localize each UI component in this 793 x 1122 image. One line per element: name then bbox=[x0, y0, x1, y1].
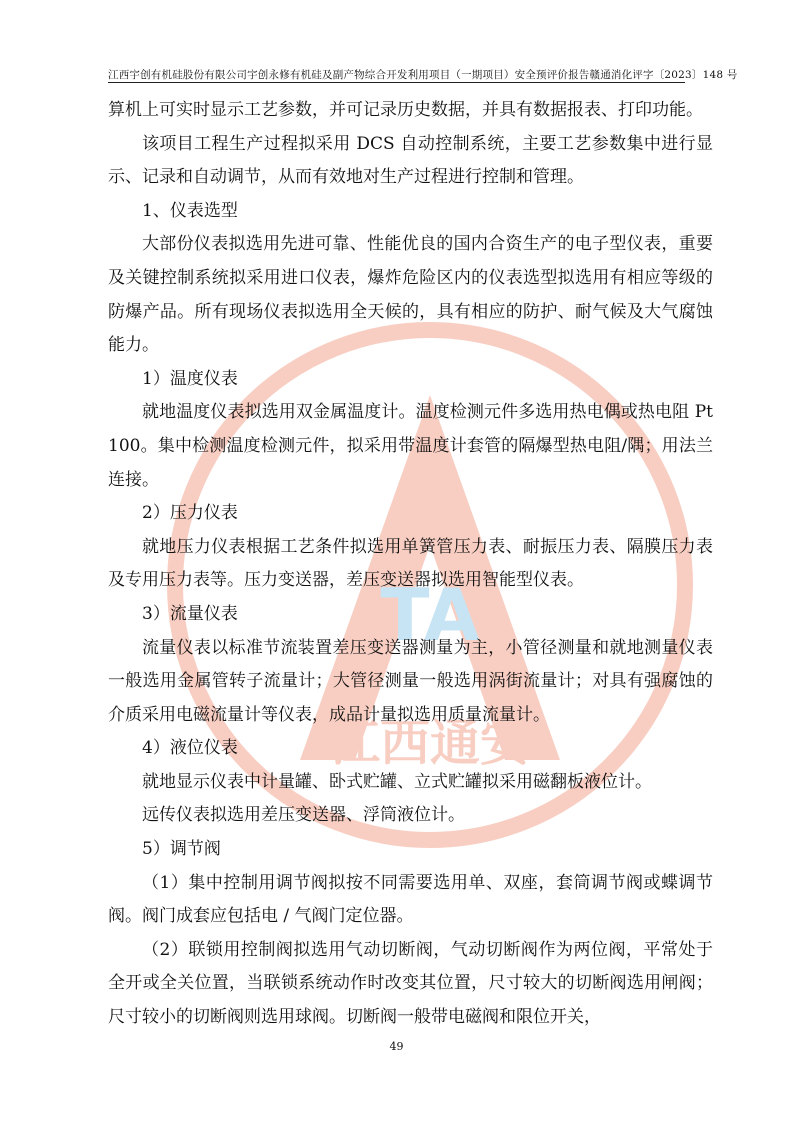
body-paragraph: 1）温度仪表 bbox=[142, 368, 238, 389]
document-body bbox=[108, 94, 713, 1035]
body-paragraph: 流量仪表以标准节流装置差压变送器测量为主，小管径测量和就地测量仪表一般选用金属管转子流量计；大管径测量一般选用涡街流量计；对具有强腐蚀的介质采用电磁流量计等仪表，成品计量拟选用质量流量计。 bbox=[108, 637, 713, 725]
page-header bbox=[108, 66, 738, 83]
body-paragraph: （2）联锁用控制阀拟选用气动切断阀，气动切断阀作为两位阀，平常处于全开或全关位置，当联锁系统动作时改变其位置，尺寸较大的切断阀选用闸阀；尺寸较小的切断阀则选用球阀。切断阀一般带电磁阀和限位开关， bbox=[108, 939, 713, 1028]
seal-logo-letters: TA bbox=[380, 573, 480, 657]
body-paragraph: 5）调节阀 bbox=[142, 839, 221, 860]
header-report-number: 赣通消化评字〔2023〕148 号 bbox=[589, 69, 738, 81]
body-paragraph: 算机上可实时显示工艺参数，并可记录历史数据，并具有数据报表、打印功能。 bbox=[108, 100, 703, 120]
body-paragraph: 4）液位仪表 bbox=[142, 738, 238, 759]
body-paragraph: （1）集中控制用调节阀拟按不同需要选用单、双座，套筒调节阀或蝶调节阀。阀门成套应包括电 / 气阀门定位器。 bbox=[108, 872, 713, 927]
body-paragraph: 大部份仪表拟选用先进可靠、性能优良的国内合资生产的电子型仪表，重要及关键控制系统拟采用进口仪表，爆炸危险区内的仪表选型拟选用有相应等级的防爆产品。所有现场仪表拟选用全天候的，具有相应的防护、耐气候及大气腐蚀能力。 bbox=[108, 234, 713, 356]
page-number: 49 bbox=[389, 1040, 404, 1053]
body-paragraph: 远传仪表拟选用差压变送器、浮筒液位计。 bbox=[142, 805, 465, 826]
body-paragraph: 就地温度仪表拟选用双金属温度计。温度检测元件多选用热电偶或热电阻 Pt100。集中检测温度检测元件，拟采用带温度计套管的隔爆型热电阻/隅；用法兰连接。 bbox=[108, 402, 713, 490]
seal-name-text: 江西通安 bbox=[330, 714, 530, 772]
body-paragraph: 该项目工程生产过程拟采用 DCS 自动控制系统，主要工艺参数集中进行显示、记录和自动调节，从而有效地对生产过程进行控制和管理。 bbox=[108, 133, 713, 188]
body-paragraph: 就地压力仪表根据工艺条件拟选用单簧管压力表、耐振压力表、隔膜压力表及专用压力表等。压力变送器，差压变送器拟选用智能型仪表。 bbox=[108, 536, 713, 591]
header-report-title: 江西宇创有机硅股份有限公司宇创永修有机硅及副产物综合开发利用项目（一期项目）安全预评价报告 bbox=[108, 69, 590, 81]
body-paragraph: 1、仪表选型 bbox=[142, 200, 238, 221]
body-paragraph: 3）流量仪表 bbox=[142, 603, 238, 624]
body-paragraph: 2）压力仪表 bbox=[142, 503, 238, 524]
body-paragraph: 就地显示仪表中计量罐、卧式贮罐、立式贮罐拟采用磁翻板液位计。 bbox=[142, 771, 652, 792]
